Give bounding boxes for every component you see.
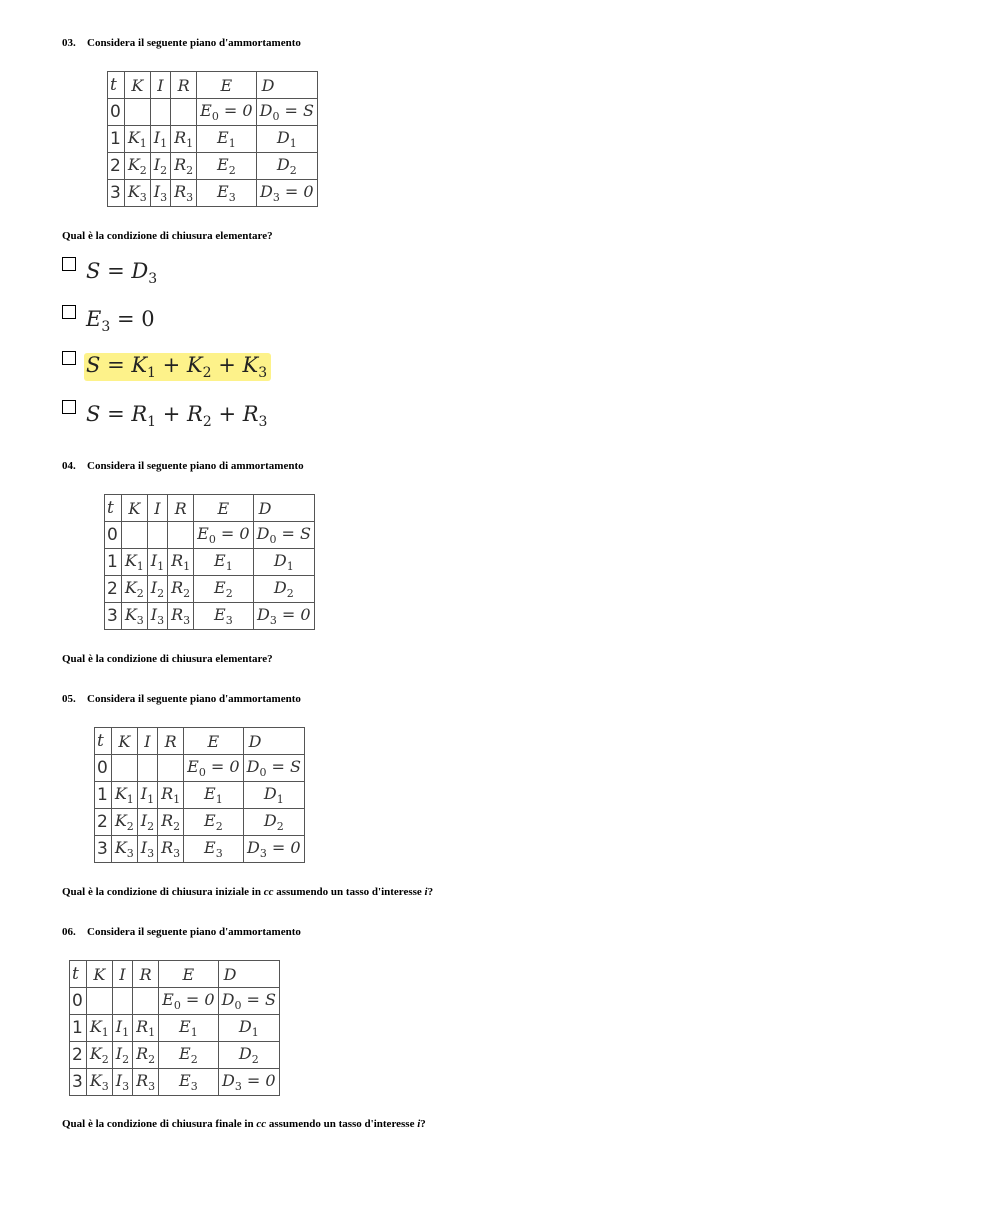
checkbox[interactable] [62,257,76,271]
table-cell [86,988,112,1015]
question-text-cc: cc [263,886,274,898]
table-cell-i3: $I_3$ [150,180,170,207]
table-cell-r1: $R_1$ [158,782,184,809]
question-text: Qual è la condizione di chiusura elementare? [62,230,273,242]
table-cell-t1: 1 [95,782,112,809]
amortization-table [69,960,280,1096]
question-title: Considera il seguente piano di ammortamento [87,460,304,472]
option-formula: $E_3 = 0$ [86,307,155,336]
question-title: Considera il seguente piano d'ammortamento [87,37,301,49]
table-cell-e0: $E_0 = 0$ [159,988,218,1015]
table-cell-i2: $I_2$ [112,1042,132,1069]
table-header-r: R [171,72,197,99]
table-cell-e3: $E_3$ [197,180,256,207]
table-cell-e2: $E_2$ [159,1042,218,1069]
checkbox[interactable] [62,305,76,319]
table-cell-d2: $D_2$ [256,153,317,180]
table-cell-d3: $D_3 = 0$ [218,1069,279,1096]
table-cell-t2: 2 [95,809,112,836]
table-header-d: D [253,495,314,522]
table-cell-i1: $I_1$ [112,1015,132,1042]
question-number: 05. [62,693,76,705]
table-cell-t3: 3 [105,603,122,630]
table-header-k: K [111,728,137,755]
table-cell-d0: $D_0 = S$ [218,988,279,1015]
table-header-t: t [105,495,122,522]
question-text-rate: i [417,1118,421,1130]
table-cell-d2: $D_2$ [243,809,304,836]
table-cell [158,755,184,782]
question-03-header [62,37,301,49]
table-cell-i2: $I_2$ [147,576,167,603]
table-cell [111,755,137,782]
table-header-e: E [159,961,218,988]
checkbox[interactable] [62,351,76,365]
table-cell-i1: $I_1$ [150,126,170,153]
table-header-k: K [86,961,112,988]
question-05-header [62,693,301,705]
answer-option-3[interactable] [62,349,271,381]
question-04-header [62,460,304,472]
table-cell-k2: $K_2$ [111,809,137,836]
table-header-e: E [194,495,253,522]
table-cell [137,755,157,782]
table-cell-r2: $R_2$ [168,576,194,603]
table-cell-e2: $E_2$ [184,809,243,836]
table-cell-e1: $E_1$ [159,1015,218,1042]
answer-option-2[interactable] [62,303,159,335]
table-cell-k3: $K_3$ [86,1069,112,1096]
table-cell-e3: $E_3$ [159,1069,218,1096]
option-formula: $S = R_1 + R_2 + R_3$ [86,402,268,431]
table-cell [147,522,167,549]
question-text-start: Qual è la condizione di chiusura finale in [62,1118,257,1130]
table-cell-t0: 0 [105,522,122,549]
table-cell-t1: 1 [105,549,122,576]
table-cell-i2: $I_2$ [150,153,170,180]
table-header-k: K [121,495,147,522]
table-cell [171,99,197,126]
table-cell-t2: 2 [105,576,122,603]
question-number: 04. [62,460,76,472]
table-cell-d0: $D_0 = S$ [256,99,317,126]
table-cell-r1: $R_1$ [133,1015,159,1042]
question-text [62,886,433,898]
table-cell-t0: 0 [70,988,87,1015]
table-header-k: K [124,72,150,99]
table-cell-d0: $D_0 = S$ [243,755,304,782]
table-cell-k2: $K_2$ [86,1042,112,1069]
table-cell-t1: 1 [70,1015,87,1042]
table-cell-d0: $D_0 = S$ [253,522,314,549]
table-cell [150,99,170,126]
table-cell-e3: $E_3$ [184,836,243,863]
table-cell-k1: $K_1$ [124,126,150,153]
table-cell-r1: $R_1$ [171,126,197,153]
option-formula-highlighted: $S = K_1 + K_2 + K_3$ [84,353,271,381]
table-cell-d3: $D_3 = 0$ [256,180,317,207]
checkbox[interactable] [62,400,76,414]
question-number: 06. [62,926,76,938]
question-text-mid: assumendo un tasso d'interesse [266,1118,418,1130]
table-cell-t2: 2 [70,1042,87,1069]
table-cell-k1: $K_1$ [86,1015,112,1042]
table-cell-k3: $K_3$ [124,180,150,207]
table-header-i: I [137,728,157,755]
question-text [62,1118,426,1130]
table-cell-d2: $D_2$ [218,1042,279,1069]
table-cell-i3: $I_3$ [112,1069,132,1096]
table-cell [121,522,147,549]
table-cell-r3: $R_3$ [171,180,197,207]
table-header-d: D [218,961,279,988]
table-cell-e0: $E_0 = 0$ [194,522,253,549]
table-cell-k1: $K_1$ [121,549,147,576]
table-header-t: t [108,72,125,99]
table-cell-k1: $K_1$ [111,782,137,809]
table-header-e: E [197,72,256,99]
table-header-t: t [70,961,87,988]
table-cell-d1: $D_1$ [253,549,314,576]
table-header-e: E [184,728,243,755]
table-cell-r2: $R_2$ [158,809,184,836]
table-cell-t3: 3 [70,1069,87,1096]
table-cell-t3: 3 [95,836,112,863]
question-text-cc: cc [256,1118,267,1130]
table-cell-e2: $E_2$ [197,153,256,180]
amortization-table [107,71,318,207]
table-cell [112,988,132,1015]
answer-option-4[interactable] [62,398,271,430]
amortization-table [104,494,315,630]
table-cell-e0: $E_0 = 0$ [184,755,243,782]
table-cell-r3: $R_3$ [133,1069,159,1096]
table-cell-d3: $D_3 = 0$ [253,603,314,630]
question-title: Considera il seguente piano d'ammortamento [87,693,301,705]
question-text-rate: i [424,886,428,898]
table-cell-e0: $E_0 = 0$ [197,99,256,126]
table-cell-i1: $I_1$ [147,549,167,576]
question-number: 03. [62,37,76,49]
table-header-d: D [243,728,304,755]
table-cell-t2: 2 [108,153,125,180]
table-cell-d3: $D_3 = 0$ [243,836,304,863]
table-cell-k2: $K_2$ [124,153,150,180]
question-text-end: ? [427,886,434,898]
table-cell-d1: $D_1$ [256,126,317,153]
table-cell-r2: $R_2$ [171,153,197,180]
option-formula: $S = D_3$ [86,259,158,288]
table-cell-i2: $I_2$ [137,809,157,836]
table-cell-t1: 1 [108,126,125,153]
table-cell-k3: $K_3$ [111,836,137,863]
question-06-header [62,926,301,938]
question-text-start: Qual è la condizione di chiusura iniziale in [62,886,264,898]
table-header-d: D [256,72,317,99]
table-cell-r1: $R_1$ [168,549,194,576]
table-header-r: R [133,961,159,988]
table-cell-r3: $R_3$ [168,603,194,630]
table-cell [133,988,159,1015]
table-header-t: t [95,728,112,755]
table-cell-k3: $K_3$ [121,603,147,630]
table-header-i: I [112,961,132,988]
answer-option-1[interactable] [62,255,161,287]
table-cell-t3: 3 [108,180,125,207]
question-title: Considera il seguente piano d'ammortamento [87,926,301,938]
table-cell-e1: $E_1$ [197,126,256,153]
table-cell-r3: $R_3$ [158,836,184,863]
table-header-r: R [168,495,194,522]
table-cell-e1: $E_1$ [184,782,243,809]
amortization-table [94,727,305,863]
table-cell-i1: $I_1$ [137,782,157,809]
table-header-i: I [147,495,167,522]
table-cell-r2: $R_2$ [133,1042,159,1069]
table-cell-d1: $D_1$ [218,1015,279,1042]
question-text-mid: assumendo un tasso d'interesse [273,886,425,898]
table-cell-e2: $E_2$ [194,576,253,603]
table-cell [168,522,194,549]
table-cell-e1: $E_1$ [194,549,253,576]
table-cell-i3: $I_3$ [137,836,157,863]
table-cell-t0: 0 [95,755,112,782]
table-cell-d1: $D_1$ [243,782,304,809]
table-cell-e3: $E_3$ [194,603,253,630]
table-cell-k2: $K_2$ [121,576,147,603]
table-cell-t0: 0 [108,99,125,126]
table-cell-i3: $I_3$ [147,603,167,630]
table-cell [124,99,150,126]
table-header-i: I [150,72,170,99]
table-header-r: R [158,728,184,755]
question-text: Qual è la condizione di chiusura elementare? [62,653,273,665]
question-text-end: ? [420,1118,426,1130]
table-cell-d2: $D_2$ [253,576,314,603]
